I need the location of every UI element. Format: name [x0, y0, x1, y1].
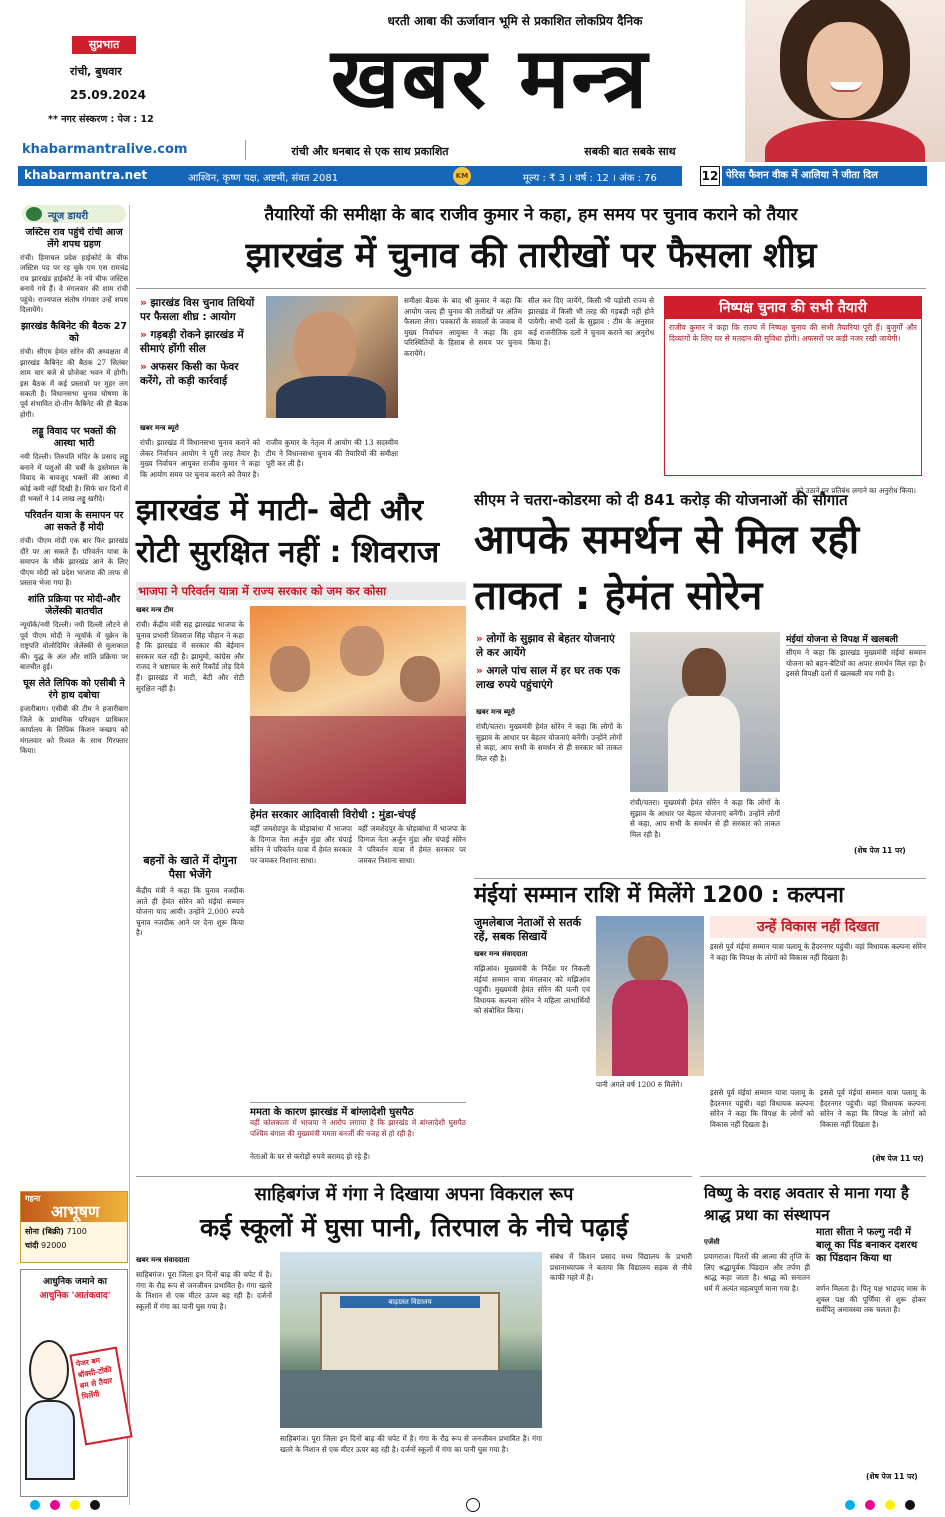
news-diary-item: [20, 594, 128, 672]
news-diary-item: [20, 426, 128, 504]
shraddh-more[interactable]: (शेष पेज 11 पर): [866, 1472, 918, 1481]
news-diary-item-body: रांची। सीएम हेमंत सोरेन की अध्यक्षता में झारखंड कैबिनेट की बैठक 27 सितंबर शाम चार बजे से प्रोजेक्ट भवन में होगी। इस बैठक में कई प्रस्तावों पर मुहर लग सकती है। विधानसभा चुनाव घोषणा के पूर्व संभावित दो-तीन कैबिनेट की ही बैठक होगी।: [20, 347, 128, 419]
news-diary-header: [22, 205, 126, 223]
hemant-side-body: सीएम ने कहा कि झारखंड मुख्यमंत्री मंईयां सम्मान योजना को बहन-बेटियों का अपार समर्थन मिल रहा है। इससे विपक्षी दलों में खलबली मच गयी है।: [786, 648, 926, 679]
kalpana-box-body: इससे पूर्व मंईयां सम्मान यात्रा पलामू के हैदरनगर पहुंची। वहां विधायक कल्पना सोरेन ने कहा कि विपक्ष के लोगों को विकास नहीं दिखता है।: [710, 942, 926, 962]
news-diary-item: [20, 678, 128, 756]
hemant-body: रांची/चतरा। मुख्यमंत्री हेमंत सोरेन ने कहा कि लोगों के सुझाव के आधार पर बेहतर योजनाएं बनेंगी। उन्होंने लोगों से कहा, आप सभी के समर्थन से ही सरकार को ताकत मिल रही है।: [476, 722, 622, 763]
kalpana-byline: खबर मन्त्र संवाददाता: [474, 950, 528, 958]
news-diary-item-title: घूस लेते लिपिक को एसीबी ने रंगे हाथ दबोचा: [23, 678, 125, 702]
gold-label: सोना (बिक्री): [25, 1227, 64, 1236]
hemant-headline: आपके समर्थन से मिल रही ताकत : हेमंत सोरेन: [474, 517, 860, 619]
slogan: सबकी बात सबके साथ: [584, 145, 676, 158]
silver-value: 92000: [41, 1241, 67, 1250]
photo-person: [400, 656, 440, 702]
mamata-title: ममता के कारण झारखंड में बांग्लादेशी घुसपैठ: [250, 1107, 414, 1118]
news-diary-item: [20, 321, 128, 420]
kalpana-story: [474, 878, 926, 1170]
photo-person: [682, 648, 726, 702]
shivraj-tail: नेताओं के घर से करोड़ों रुपये बरामद हो रहे हैं।: [250, 1152, 370, 1161]
photo-smile: [830, 82, 862, 92]
hemant-byline: खबर मन्त्र ब्यूरो: [476, 708, 515, 716]
bar-site[interactable]: khabarmantra.net: [24, 168, 148, 182]
shivraj-body-3: वहीं जमशेदपुर के घोड़ाबांधा में भाजपा के दिग्गज नेता अर्जुन मुंडा और चंपाई सोरेन ने परिवर्तन यात्रा में हेमंत सरकार पर जमकर निशाना साधा।: [358, 824, 466, 865]
lead-bullets: [140, 296, 262, 388]
lead-bullet: » झारखंड विस चुनाव तिथियों पर फैसला शीघ्र : आयोग: [140, 296, 262, 324]
city-day: रांची, बुधवार: [70, 65, 122, 78]
bar-price: मूल्य : ₹ 3 । वर्ष : 12 । अंक : 76: [523, 173, 657, 184]
news-diary-item: [20, 227, 128, 315]
photo-person: [628, 936, 668, 984]
cartoon-caption-top: आधुनिक जमाने का: [43, 1277, 107, 1287]
info-bar: [18, 166, 682, 186]
yellow-mark: [70, 1500, 80, 1510]
lead-divider: [136, 288, 926, 289]
flood-byline: खबर मन्त्र संवाददाता: [136, 1256, 190, 1264]
cartoon-sign: पेजर बम बॉक्सी-टॉकी बम से तैयार मिलेंगी: [69, 1347, 132, 1446]
cartoon-caption-bottom: आधुनिक 'आतंकवाद': [39, 1291, 111, 1301]
lead-headline: झारखंड में चुनाव की तारीखों पर फैसला शीघ्र: [245, 236, 817, 276]
hemant-bullet: » अगले पांच साल में हर घर तक एक लाख रुपये पहुंचाएंगे: [476, 664, 624, 692]
photo-dress: [765, 120, 925, 162]
lead-body-1: रांची। झारखंड में विधानसभा चुनाव कराने को लेकर निर्वाचन आयोग ने पूरी तरह तैयार है। मुख्य निर्वाचन आयुक्त राजीव कुमार ने कहा कि आयोग समय पर चुनाव कराने को तैयार है।: [140, 438, 260, 479]
photo-crowd: [250, 716, 466, 804]
photo-person: [270, 646, 310, 692]
logo-mark: KM: [453, 167, 471, 185]
lead-body-3: सील कर दिए जायेंगे, किसी भी पड़ोसी राज्य से झारखंड में किसी भी तरह की गड़बड़ी नहीं होने पायेगी। सभी दलों के सुझाव : टीम के अनुसार कई राजनीतिक दलों ने चुनाव कराने का अनुरोध किया है।: [528, 296, 654, 348]
kalpana-body-3: इससे पूर्व मंईयां सम्मान यात्रा पलामू के हैदरनगर पहुंची। वहां विधायक कल्पना सोरेन ने कहा कि विपक्ष के लोगों को विकास नहीं दिखता है।: [820, 1088, 926, 1129]
hemant-bullet: » लोगों के सुझाव से बेहतर योजनाएं ले कर आयेंगे: [476, 632, 624, 660]
teaser-text[interactable]: पेरिस फैशन वीक में आलिया ने जीता दिल: [722, 166, 927, 186]
bar-calendar: आश्विन, कृष्ण पक्ष, अष्टमी, संवत 2081: [188, 173, 339, 184]
news-diary-label: न्यूज डायरी: [48, 211, 89, 222]
cartoon: [20, 1269, 128, 1497]
shivraj-byline: खबर मन्त्र टीम: [136, 606, 174, 614]
flood-headline: कई स्कूलों में घुसा पानी, तिरपाल के नीचे पढ़ाई: [199, 1213, 629, 1242]
ad-brand: आभूषण: [51, 1202, 100, 1221]
photo-person: [294, 312, 356, 384]
print-marks: [0, 1498, 945, 1512]
publish-line: रांची और धनबाद से एक साथ प्रकाशित: [291, 145, 449, 158]
silver-rate: [25, 1240, 66, 1251]
flood-story: [136, 1176, 692, 1486]
separator: [245, 140, 246, 160]
edition-badge: सुप्रभात: [72, 36, 136, 54]
flood-body: साहिबगंज। पूरा जिला इन दिनों बाढ़ की चपेट में है। गंगा के रौद्र रूप से जनजीवन प्रभावित है। गंगा खतरे के निशान से एक मीटर ऊपर बह रही है। दर्जनों स्कूलों में गंगा का पानी घुस गया है।: [136, 1270, 272, 1311]
lead-story: [136, 200, 926, 510]
shraddh-divider: [700, 1176, 926, 1177]
lead-body-2: समीक्षा बैठक के बाद श्री कुमार ने कहा कि आयोग जल्द ही चुनाव की तारीखों पर अंतिम फैसला लेगा। पत्रकारों के सवालों के जवाब में मुख्य निर्वाचन आयुक्त ने कहा कि हम परिस्थितियों के हिसाब से समय पर चुनाव करायेंगे।: [404, 296, 522, 358]
kalpana-photo: [596, 916, 704, 1076]
left-column: [18, 205, 130, 1505]
kalpana-divider: [474, 878, 926, 879]
masthead: [0, 0, 945, 190]
shivraj-story: [136, 490, 466, 1150]
shivraj-body-2: वहीं जमशेदपुर के घोड़ाबांधा में भाजपा के दिग्गज नेता अर्जुन मुंडा और चंपाई सोरेन ने परिवर्तन यात्रा में हेमंत सरकार पर जमकर निशाना साधा।: [250, 824, 352, 865]
shraddh-story: [700, 1176, 926, 1486]
site-url[interactable]: khabarmantralive.com: [22, 142, 188, 157]
kalpana-box-title: उन्हें विकास नहीं दिखता: [710, 916, 926, 938]
shivraj-subhead: हेमंत सरकार आदिवासी विरोधी : मुंडा-चंपई: [250, 809, 416, 821]
photo-saree: [612, 980, 688, 1076]
jewellery-ad: [20, 1191, 128, 1263]
shraddh-box-title: माता सीता ने फल्गु नदी में बालू का पिंड बनाकर दशरथ का पिंडदान किया था: [816, 1227, 918, 1264]
news-diary-item-body: न्यूयॉर्क/नयी दिल्ली। नयी दिल्ली लौटने से पूर्व पीएम मोदी ने न्यूयॉर्क में यूक्रेन के राष्ट्रपति वोलोदिमिर जेलेंस्की से मुलाकात की। युद्ध के अंत और शांति प्रक्रिया पर बातचीत हुई।: [20, 620, 128, 671]
lead-photo: [266, 296, 398, 418]
photo-person: [340, 626, 384, 676]
ad-banner: [21, 1192, 127, 1222]
news-diary-item-body: रांची। हिमाचल प्रदेश हाईकोर्ट के चीफ जस्टिस पद पर रह चुके एम एस रामचंद्र राव झारखंड हाईकोर्ट के नये चीफ जस्टिस बनाये गये हैं। वे मंगलवार की शाम रांची पहुंचे। राज्यपाल संतोष गंगवार उन्हें शपथ दिलायेंगे।: [20, 253, 128, 315]
photo-kurta: [668, 696, 740, 792]
diary-icon: [26, 207, 42, 221]
tagline: धरती आबा की ऊर्जावान भूमि से प्रकाशित लोकप्रिय दैनिक: [387, 14, 643, 28]
lead-byline: खबर मन्त्र ब्यूरो: [140, 424, 179, 432]
lead-panel: [664, 296, 922, 476]
flood-divider: [136, 1176, 692, 1177]
gold-rate: [25, 1226, 87, 1237]
photo-face: [807, 22, 883, 118]
issue-date: 25.09.2024: [70, 88, 146, 102]
lead-bullet: » गड़बड़ी रोकने झारखंड में सीमाएं होंगी सील: [140, 328, 262, 356]
cartoon-figure-body: [25, 1400, 75, 1480]
photo-suit: [276, 376, 386, 418]
shivraj-box-body: केंद्रीय मंत्री ने कहा कि चुनाव नजदीक आते ही हेमंत सोरेन को मंईयां सम्मान योजना याद आयी। उन्होंने 2,000 रुपये चुनाव नजदीक आने पर देना शुरू किया है।: [136, 886, 244, 938]
flood-caption-body: साहिबगंज। पूरा जिला इन दिनों बाढ़ की चपेट में है। गंगा के रौद्र रूप से जनजीवन प्रभावित है। गंगा खतरे के निशान से एक मीटर ऊपर बह रही है। दर्जनों स्कूलों में गंगा का पानी घुस गया है।: [280, 1434, 542, 1454]
hemant-body-2: रांची/चतरा। मुख्यमंत्री हेमंत सोरेन ने कहा कि लोगों के सुझाव के आधार पर बेहतर योजनाएं बनेंगी। उन्होंने लोगों से कहा, आप सभी के समर्थन से ही सरकार को ताकत मिल रही है।: [630, 798, 780, 839]
black-mark: [905, 1500, 915, 1510]
yellow-mark: [885, 1500, 895, 1510]
gold-value: 7100: [66, 1227, 87, 1236]
hemant-side-title: मंईयां योजना से विपक्ष में खलबली: [786, 632, 926, 646]
news-diary-item-title: लड्डू विवाद पर भक्तों की आस्था भारी: [31, 426, 117, 450]
photo-water: [280, 1370, 542, 1428]
flood-body-2: संबंध में किशन प्रसाद मध्य विद्यालय के प्रभारी प्रधानाध्यापक ने बताया कि विद्यालय सड़क से नीचे काफी गहरे में है।: [550, 1252, 692, 1283]
lead-panel-body: राजीव कुमार ने कहा कि राज्य में निष्पक्ष चुनाव की सभी तैयारियां पूरी हैं। बुजुर्गों और दिव्यांगों के लिए घर से मतदान की सुविधा होगी। अफसरों पर कड़ी नजर रखी जायेगी।: [669, 323, 917, 343]
shraddh-headline: विष्णु के वराह अवतार से माना गया है श्राद्ध प्रथा का संस्थापन: [704, 1184, 909, 1224]
lead-tail: को उठाने पर प्रतिबंध लगाने का अनुरोध किया।: [796, 486, 916, 495]
shivraj-body: रांची। केंद्रीय मंत्री सह झारखंड भाजपा के चुनाव प्रभारी शिवराज सिंह चौहान ने कहा है कि झारखंड में सरकार की बेईमान सरकार चल रही है। झामुमो, कांग्रेस और राजद ने भ्रष्टाचार के सारे रिकॉर्ड तोड़ दिये हैं। झारखंड में माटी, बेटी और रोटी सुरक्षित नहीं है।: [136, 620, 244, 693]
mamata-divider: [250, 1102, 466, 1103]
ad-label-top: गहना: [25, 1194, 41, 1203]
shivraj-box-title: बहनों के खाते में दोगुना पैसा भेजेंगे: [143, 854, 237, 881]
kalpana-subhead: जुमलेबाज नेताओं से सतर्क रहें, सबक सिखायें: [474, 916, 582, 943]
cyan-mark: [30, 1500, 40, 1510]
shivraj-strap: भाजपा ने परिवर्तन यात्रा में राज्य सरकार को जम कर कोसा: [136, 582, 466, 600]
news-diary-item: [20, 510, 128, 588]
kalpana-more[interactable]: (शेष पेज 11 पर): [872, 1154, 924, 1163]
kalpana-headline: मंईयां सम्मान राशि में मिलेंगे 1200 : कल्पना: [474, 883, 844, 908]
edition-info: ** नगर संस्करण : पेज : 12: [48, 114, 154, 125]
flood-photo: [280, 1252, 542, 1428]
hemant-photo: [630, 632, 780, 792]
shraddh-byline: एजेंसी: [704, 1238, 720, 1246]
shraddh-body: प्रयागराज। पितरों की आत्मा की तृप्ति के लिए श्रद्धापूर्वक पिंडदान और तर्पण ही श्राद्ध कहा जाता है। श्राद्ध को सनातन धर्म में अत्यंत महत्वपूर्ण माना गया है।: [704, 1252, 810, 1293]
mamata-body: वहीं कोलकाता में भाजपा ने आरोप लगाया है कि झारखंड में बांग्लादेशी घुसपैठ पश्चिम बंगाल की मुख्यमंत्री ममता बनर्जी की वजह से हो रही है।: [250, 1118, 466, 1138]
news-diary-item-title: झारखंड कैबिनेट की बैठक 27 को: [20, 321, 128, 345]
cover-photo: [745, 0, 945, 162]
hemant-kicker: सीएम ने चतरा-कोडरमा को दी 841 करोड़ की योजनाओं की सौगात: [474, 491, 848, 509]
kalpana-body: मझिआंव। मुख्यमंत्री के निर्देश पर निकली मंईयां सम्मान यात्रा मंगलवार को मझिआंव पहुंची। मुख्यमंत्री हेमंत सोरेन की पत्नी एवं विधायक कल्पना सोरेन ने महिला लाभार्थियों को संबोधित किया।: [474, 964, 590, 1016]
magenta-mark: [865, 1500, 875, 1510]
magenta-mark: [50, 1500, 60, 1510]
news-diary-item-title: परिवर्तन यात्रा के समापन पर आ सकते हैं मोदी: [24, 510, 124, 534]
kalpana-caption: पानी अगले वर्ष 1200 रु मिलेंगे।: [596, 1080, 683, 1089]
photo-label: बाढ़ग्रस्त विद्यालय: [340, 1296, 480, 1308]
lead-kicker: तैयारियों की समीक्षा के बाद राजीव कुमार ने कहा, हम समय पर चुनाव कराने को तैयार: [264, 205, 798, 225]
kalpana-body-2: इससे पूर्व मंईयां सम्मान यात्रा पलामू के हैदरनगर पहुंची। वहां विधायक कल्पना सोरेन ने कहा कि विपक्ष के लोगों को विकास नहीं दिखता है।: [710, 1088, 814, 1129]
teaser-page: 12: [700, 166, 720, 186]
newspaper-title: खबर मन्त्र: [330, 28, 650, 127]
shraddh-box-body: वर्णन मिलता है। पितृ पक्ष भाद्रपद मास के शुक्ल पक्ष की पूर्णिमा से शुरू होकर सर्वपितृ अमावस्या तक चलता है।: [816, 1284, 926, 1315]
lead-bullet: » अफसर किसी का फेवर करेंगे, तो कड़ी कार्रवाई: [140, 360, 262, 388]
registration-mark: [466, 1498, 480, 1512]
shivraj-photo: [250, 606, 466, 804]
news-diary-list: [20, 227, 128, 1187]
cyan-mark: [845, 1500, 855, 1510]
news-diary-item-body: हजारीबाग। एसीबी की टीम ने हजारीबाग जिले के प्राथमिक परिवहन प्राधिकार कार्यालय के लिपिक किशन कच्छप को मंगलवार को रिश्वत के साथ गिरफ्तार किया।: [20, 704, 128, 755]
hemant-more[interactable]: (शेष पेज 11 पर): [854, 846, 906, 855]
shivraj-headline: झारखंड में माटी- बेटी और रोटी सुरक्षित नहीं : शिवराज: [136, 493, 440, 570]
news-diary-item-body: रांची। पीएम मोदी एक बार फिर झारखंड दौरे पर आ सकते हैं। परिवर्तन यात्रा के समापन के मौके झारखंड आने के लिए पीएम मोदी को प्रदेश भाजपा की तरफ से प्रस्ताव भेजा गया है।: [20, 536, 128, 587]
news-diary-item-body: नयी दिल्ली। तिरुपति मंदिर के प्रसाद लड्डू बनाने में पशुओं की चर्बी के इस्तेमाल के विवाद के बावजूद भक्तों की आस्था में कोई कमी नहीं दिखी है। सिर्फ चार दिनों में ही भक्तों ने 14 लाख लड्डू खरीदे।: [20, 452, 128, 503]
cartoon-figure-head: [29, 1340, 69, 1400]
news-diary-item-title: शांति प्रक्रिया पर मोदी-और जेलेंस्की बातचीत: [27, 594, 121, 618]
hemant-bullets: [476, 632, 624, 692]
hemant-story: [474, 490, 926, 870]
silver-label: चांदी: [25, 1241, 39, 1250]
flood-kicker: साहिबगंज में गंगा ने दिखाया अपना विकराल रूप: [254, 1184, 574, 1205]
lead-caption: राजीव कुमार के नेतृत्व में आयोग की 13 सदस्यीय टीम ने विधानसभा चुनाव की तैयारियों की समीक्षा पूरी कर ली है।: [266, 438, 398, 469]
lead-panel-title: निष्पक्ष चुनाव की सभी तैयारी: [665, 297, 921, 319]
black-mark: [90, 1500, 100, 1510]
news-diary-item-title: जस्टिस राव पहुंचे रांची आज लेंगे शपथ ग्रहण: [25, 227, 123, 250]
